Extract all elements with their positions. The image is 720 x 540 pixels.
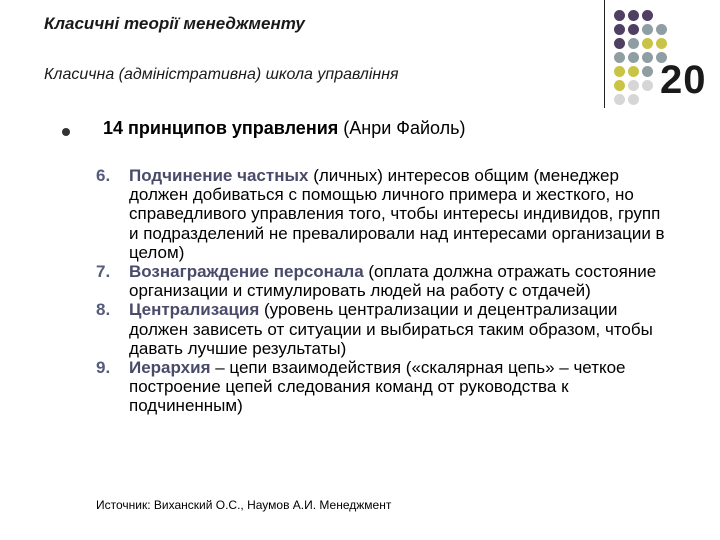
decor-dot (642, 24, 653, 35)
decor-dot (642, 38, 653, 49)
decor-dot (628, 38, 639, 49)
decor-dot (628, 10, 639, 21)
item-term: Централизация (129, 300, 260, 320)
decor-dot (642, 52, 653, 63)
bullet-icon (62, 128, 70, 136)
decor-dot (628, 80, 639, 91)
source-citation: Источник: Виханский О.С., Наумов А.И. Менеджмент (96, 498, 392, 512)
principles-heading (103, 118, 466, 139)
list-item (96, 300, 666, 358)
decor-dot (642, 66, 653, 77)
item-number: 6. (96, 166, 111, 185)
item-number: 7. (96, 262, 111, 282)
principles-heading-bold: 14 принципов управления (103, 118, 339, 138)
decor-dot (614, 24, 625, 35)
decor-dot (656, 24, 667, 35)
decor-dot (642, 80, 653, 91)
slide-title: Класичні теорії менеджменту (44, 14, 305, 33)
list-item (96, 262, 666, 300)
list-item (96, 166, 666, 262)
item-text: – цепи взаимодействия («скалярная цепь» – четкое построение цепей следования команд от руководства к подчиненным) (129, 358, 626, 416)
slide-number: 20 (660, 58, 707, 102)
item-text: (личных) интересов общим (менеджер должен добиваться с помощью личного примера и жесткого, но справедливого управления того, чтобы интересы индивидов, групп и подразделений не превалировали над интересами организации в целом) (129, 166, 665, 262)
item-term: Вознаграждение персонала (129, 262, 364, 282)
slide-subtitle: Класична (адміністративна) школа управління (44, 66, 399, 83)
list-item (96, 358, 666, 416)
principles-heading-author: (Анри Файоль) (338, 118, 466, 138)
item-text: (уровень централизации и децентрализации должен зависеть от ситуации и выбираться таким образом, чтобы давать лучшие результаты) (129, 300, 653, 358)
decor-dot (614, 66, 625, 77)
decor-dot (642, 10, 653, 21)
decor-dot (656, 38, 667, 49)
principles-list (96, 166, 666, 416)
header-divider (604, 0, 605, 108)
item-number: 9. (96, 358, 111, 378)
decor-dot (614, 38, 625, 49)
decor-dot (614, 94, 625, 105)
decor-dot (628, 52, 639, 63)
item-text: (оплата должна отражать состояние организации и стимулировать людей на работу с отдачей) (129, 262, 657, 301)
item-term: Подчинение частных (129, 166, 309, 185)
decor-dot (628, 24, 639, 35)
decor-dot (614, 52, 625, 63)
item-term: Иерархия (129, 358, 211, 378)
decor-dot (614, 10, 625, 21)
item-number: 8. (96, 300, 111, 320)
decor-dot (628, 66, 639, 77)
decor-dot (628, 94, 639, 105)
decor-dot (614, 80, 625, 91)
